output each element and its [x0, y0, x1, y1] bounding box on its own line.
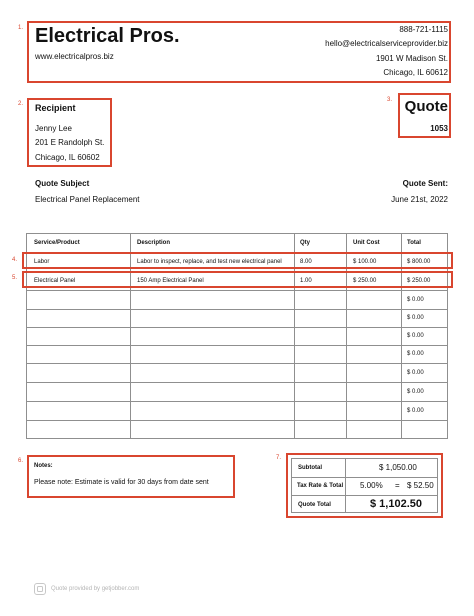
annotation-1: 1. — [18, 25, 24, 31]
table-cell: $ 100.00 — [353, 259, 377, 265]
quote-heading: Quote — [404, 98, 448, 115]
quote-total-label: Quote Total — [298, 502, 331, 508]
table-cell: $ 0.00 — [407, 297, 424, 303]
quote-subject-label: Quote Subject — [35, 179, 90, 188]
recipient-name: Jenny Lee — [35, 124, 72, 133]
notes-text: Please note: Estimate is valid for 30 days from date sent — [34, 479, 209, 486]
company-website[interactable]: www.electricalpros.biz — [35, 52, 114, 61]
company-name: Electrical Pros. — [35, 25, 180, 47]
quote-sent-date: June 21st, 2022 — [391, 195, 448, 204]
tax-label: Tax Rate & Total — [297, 483, 344, 489]
annotation-4: 4. — [12, 257, 18, 263]
annotation-5: 5. — [12, 275, 18, 281]
recipient-heading: Recipient — [35, 103, 76, 113]
quote-sent-label: Quote Sent: — [402, 179, 448, 188]
annotation-box-labor-row — [22, 252, 453, 269]
recipient-address-line1: 201 E Randolph St. — [35, 138, 105, 147]
table-cell: $ 0.00 — [407, 351, 424, 357]
company-phone: 888-721-1115 — [399, 25, 448, 34]
table-cell: $ 250.00 — [353, 278, 377, 284]
table-cell: $ 0.00 — [407, 315, 424, 321]
company-address-line1: 1901 W Madison St. — [375, 54, 448, 63]
annotation-3: 3. — [387, 97, 393, 103]
annotation-box-panel-row — [22, 271, 453, 288]
totals-table — [291, 458, 438, 513]
table-cell: Labor — [34, 259, 50, 265]
table-cell: $ 0.00 — [407, 370, 424, 376]
table-header: Unit Cost — [353, 240, 380, 246]
annotation-6: 6. — [18, 458, 24, 464]
table-header: Total — [407, 240, 421, 246]
table-header: Qty — [300, 240, 311, 246]
company-address-line2: Chicago, IL 60612 — [383, 68, 448, 77]
table-header: Service/Product — [34, 240, 80, 246]
table-cell: $ 800.00 — [407, 259, 431, 265]
tax-equals: = — [395, 481, 400, 490]
annotation-2: 2. — [18, 101, 24, 107]
quote-subject: Electrical Panel Replacement — [35, 195, 140, 204]
table-cell: 150 Amp Electrical Panel — [137, 278, 204, 284]
recipient-address-line2: Chicago, IL 60602 — [35, 153, 100, 162]
table-cell: $ 0.00 — [407, 389, 424, 395]
annotation-box-notes — [27, 455, 235, 498]
annotation-7: 7. — [276, 455, 282, 461]
table-header: Description — [137, 240, 171, 246]
table-cell: $ 0.00 — [407, 408, 424, 414]
table-cell: 1.00 — [300, 278, 312, 284]
table-cell: Labor to inspect, replace, and test new electrical panel — [137, 259, 282, 265]
table-cell: 8.00 — [300, 259, 312, 265]
tax-rate: 5.00% — [360, 481, 383, 490]
subtotal-value: $ 1,050.00 — [379, 463, 417, 472]
notes-label: Notes: — [34, 463, 53, 469]
subtotal-label: Subtotal — [298, 465, 322, 471]
table-cell: Electrical Panel — [34, 278, 76, 284]
jobber-logo-icon — [34, 583, 46, 595]
quote-total-value: $ 1,102.50 — [370, 498, 422, 510]
company-email[interactable]: hello@electricalserviceprovider.biz — [325, 39, 448, 48]
quote-number: 1053 — [430, 124, 448, 133]
footer-credit[interactable]: Quote provided by getjobber.com — [51, 586, 140, 592]
table-cell: $ 0.00 — [407, 333, 424, 339]
tax-amount: $ 52.50 — [407, 481, 434, 490]
table-cell: $ 250.00 — [407, 278, 431, 284]
